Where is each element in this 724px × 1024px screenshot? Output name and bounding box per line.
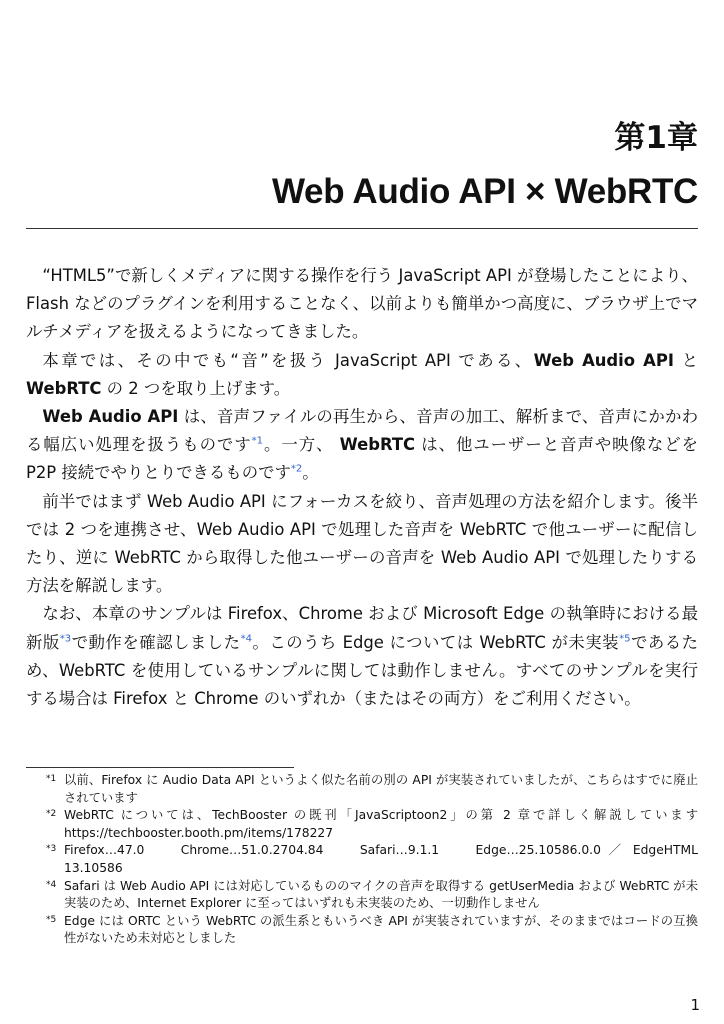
footnote xyxy=(26,772,698,807)
footnote-ref-link[interactable]: *2 xyxy=(290,463,303,475)
text-run: 前半ではまず Web Audio API にフォーカスを絞り、音声処理の方法を紹介します。後半では 2 つを連携させ、Web Audio API で処理した音声を WebRTC で他ユーザーに配信したり、逆に WebRTC から取得した他ユーザーの音声を Web Audio API で処理したりする方法を解説します。 xyxy=(26,491,698,596)
bold-term: WebRTC xyxy=(339,435,416,455)
footnote xyxy=(26,807,698,842)
text-run: “HTML5”で新しくメディアに関する操作を行う JavaScript API が登場したことにより、Flash などのプラグインを利用することなく、以前よりも簡単かつ高度に、ブラウザ上でマルチメディアを扱えるようになってきました。 xyxy=(26,266,698,342)
bold-term: Web Audio API xyxy=(533,350,674,370)
footnote-ref-link[interactable]: *4 xyxy=(240,633,252,645)
footnote-text: Edge には ORTC という WebRTC の派生系ともいうべき API が実装されていますが、そのままではコードの互換性がないため未対応としました xyxy=(64,913,698,946)
footnote-mark: *1 xyxy=(46,774,57,784)
footnote-mark: *3 xyxy=(46,844,57,855)
footnotes xyxy=(26,772,698,948)
paragraph xyxy=(26,600,698,713)
text-run: 。 xyxy=(302,463,319,483)
text-run: 本章では、その中でも“音”を扱う JavaScript API である、 xyxy=(42,350,534,370)
page-number: 1 xyxy=(690,996,700,1014)
text-run: で動作を確認しました xyxy=(71,632,241,652)
footnote xyxy=(26,842,698,877)
bold-term: Web Audio API xyxy=(42,407,179,427)
chapter-number: 第1章 xyxy=(614,120,698,156)
footnote-text: Safari は Web Audio API には対応しているもののマイクの音声を取得する getUserMedia および WebRTC が未実装のため、Internet Explorer に至ってはいずれも未実装のため、一切動作しません xyxy=(64,878,698,911)
footnote-mark: *2 xyxy=(46,809,57,820)
footnote-rule xyxy=(26,767,294,768)
text-run: と xyxy=(673,350,698,370)
footnote xyxy=(26,878,698,913)
body-text xyxy=(26,262,698,713)
title-rule xyxy=(26,228,698,229)
footnote-ref-link[interactable]: *1 xyxy=(251,435,264,447)
footnote-ref-link[interactable]: *3 xyxy=(59,633,72,645)
text-run: は、音声ファイルの再生から、音声の加工、解析まで、音声にかかわる幅広い処理を扱うものです xyxy=(26,407,698,455)
text-run: 。このうち Edge については WebRTC が未実装 xyxy=(251,632,620,652)
bold-term: WebRTC xyxy=(26,378,102,398)
footnote-text: WebRTC については、TechBooster の既刊「JavaScriptoon2」の第 2 章で詳しく解説しています https://techbooster.booth.pm/items/178227 xyxy=(64,808,698,840)
text-run: の 2 つを取り上げます。 xyxy=(101,378,291,398)
footnote-ref-link[interactable]: *5 xyxy=(619,633,631,645)
paragraph xyxy=(26,403,698,488)
footnote-mark: *5 xyxy=(46,914,57,925)
paragraph xyxy=(26,262,698,347)
footnote xyxy=(26,913,698,948)
text-run: は、他ユーザーと音声や映像などを P2P 接続でやりとりできるものです xyxy=(26,435,698,483)
paragraph xyxy=(26,488,698,601)
footnote-text: Firefox…47.0 Chrome…51.0.2704.84 Safari…9.1.1 Edge…25.10586.0.0 ／ EdgeHTML 13.10586 xyxy=(64,843,698,875)
text-run: 。一方、 xyxy=(263,435,340,455)
chapter-title: Web Audio API × WebRTC xyxy=(271,172,698,211)
text-run: であるため、WebRTC を使用しているサンプルに関しては動作しません。すべてのサンプルを実行する場合は Firefox と Chrome のいずれか（またはその両方）をご利用ください。 xyxy=(26,632,699,709)
text-run: なお、本章のサンプルは Firefox、Chrome および Microsoft Edge の執筆時における最新版 xyxy=(26,604,698,652)
footnote-mark: *4 xyxy=(46,879,57,890)
footnote-text: 以前、Firefox に Audio Data API というよく似た名前の別の API が実装されていましたが、こちらはすでに廃止されています xyxy=(64,773,698,805)
paragraph xyxy=(26,347,698,403)
